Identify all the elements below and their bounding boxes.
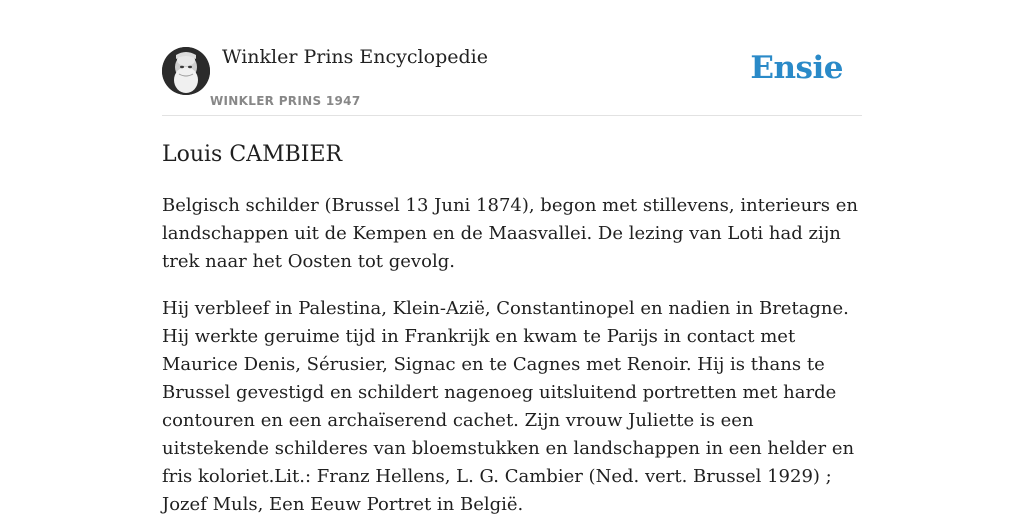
bearded-man-portrait-icon bbox=[162, 47, 210, 95]
site-title[interactable]: Winkler Prins Encyclopedie bbox=[222, 46, 488, 68]
edition-label[interactable]: WINKLER PRINS 1947 bbox=[210, 94, 361, 108]
ensie-logo[interactable]: Ensie bbox=[750, 50, 843, 86]
site-header bbox=[162, 40, 862, 116]
avatar[interactable] bbox=[162, 47, 210, 95]
article-paragraph-1: Belgisch schilder (Brussel 13 Juni 1874), begon met stillevens, interieurs en landschappen uit de Kempen en de Maasvallei. De lezing van Loti had zijn trek naar het Oosten tot gevolg. bbox=[162, 195, 858, 272]
article-paragraph-2: Hij verbleef in Palestina, Klein-Azië, Constantinopel en nadien in Bretagne. Hij werkte geruime tijd in Frankrijk en kwam te Parijs in contact met Maurice Denis, Sérusier, Signac en te Cagnes met Renoir. Hij is thans te Brussel gevestigd en schildert nagenoeg uitsluitend portretten met harde contouren en een archaïserend cachet. Zijn vrouw Juliette is een uitstekende schilderes van bloemstukken en landschappen in een helder en fris koloriet.Lit.: Franz Hellens, L. G. Cambier (Ned. vert. Brussel 1929) ; Jozef Muls, Een Eeuw Portret in België. bbox=[162, 298, 855, 515]
page-container bbox=[162, 40, 862, 519]
article-title: Louis CAMBIER bbox=[162, 142, 343, 167]
